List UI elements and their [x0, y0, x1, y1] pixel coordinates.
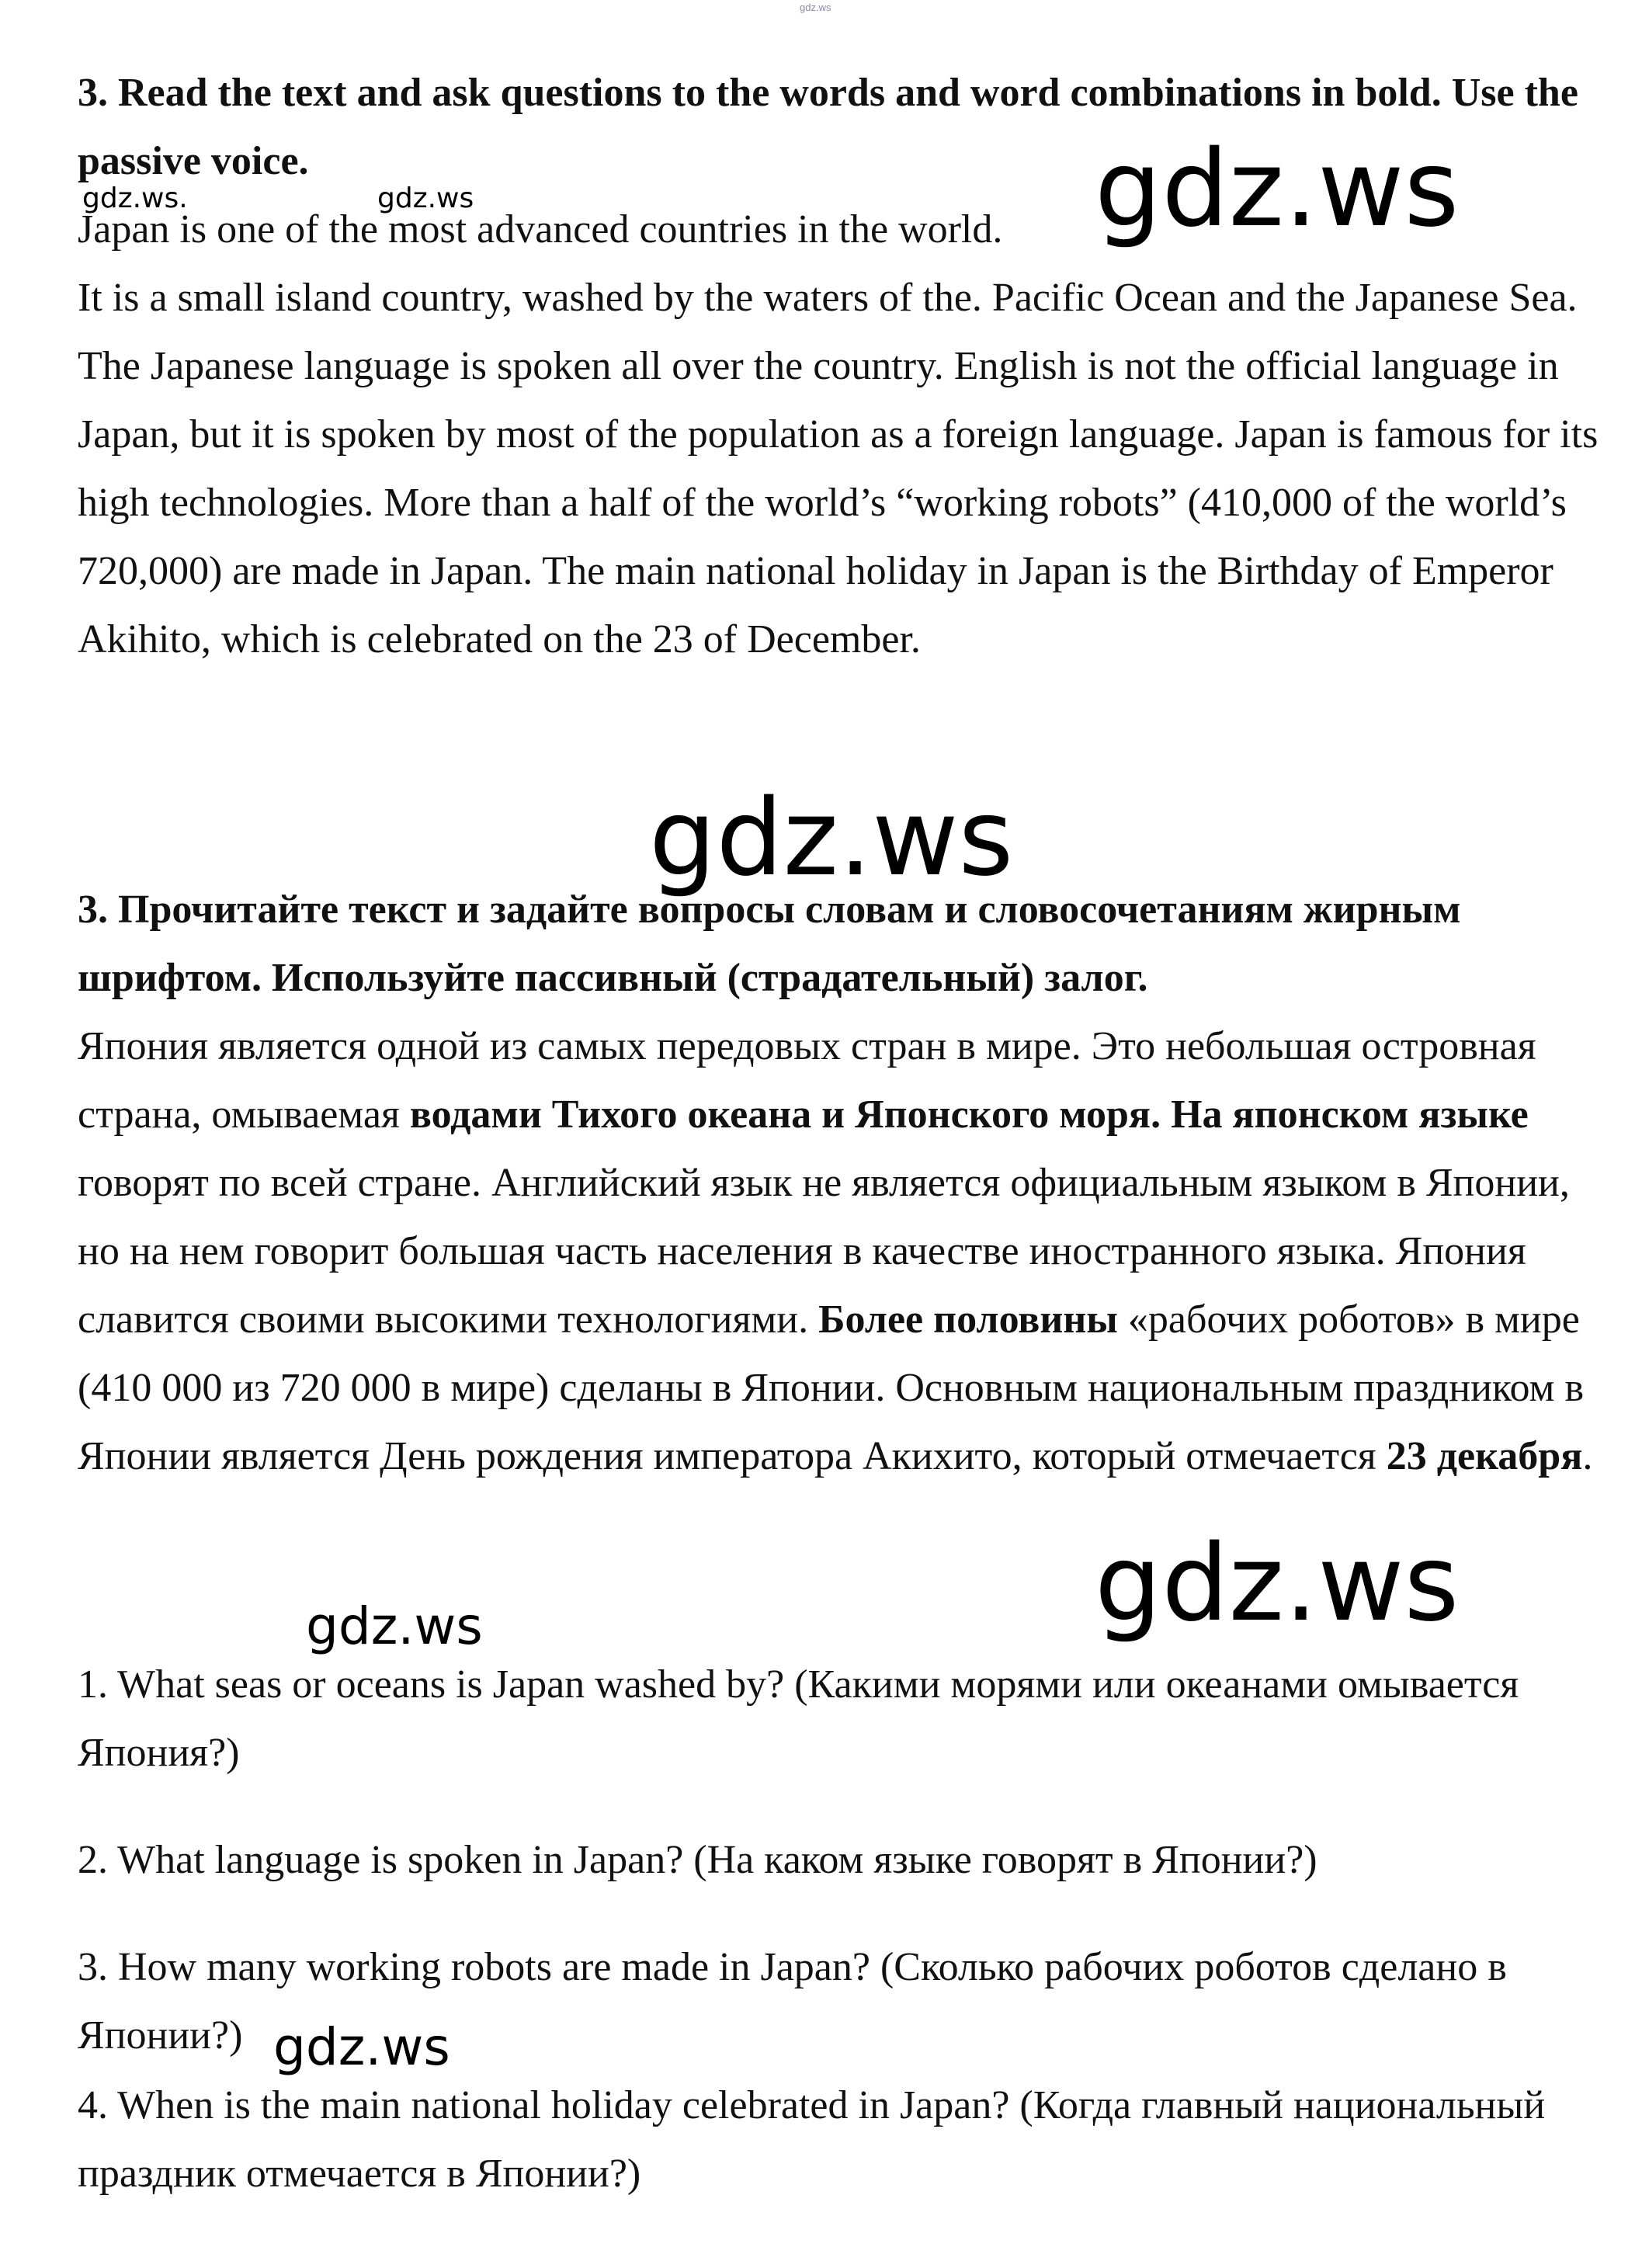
english-task-heading: 3. Read the text and ask questions to the words and word combinations in bold. Use the passive voice. [78, 71, 1578, 183]
russian-segment-4: . [1582, 1434, 1593, 1478]
question-2: 2. What language is spoken in Japan? (На каком языке говорят в Японии?) [78, 1838, 1317, 1882]
watermark-small: gdz.ws [377, 182, 474, 214]
english-sentence-1: Japan is one of the most advanced countries in the world. [78, 207, 1003, 252]
watermark-medium: gdz.ws [273, 2017, 450, 2077]
russian-segment-3: «рабочих роботов» в мире (410 000 из 720 000 в мире) сделаны в Японии. Основным национальным праздником в Японии является День рождения императора Акихито, который отмечается [78, 1297, 1584, 1478]
russian-bold-1: водами Тихого океана и Японского моря. На японском языке [409, 1092, 1529, 1137]
question-3: 3. How many working robots are made in Japan? (Сколько рабочих роботов сделано в Японии?) [78, 1945, 1507, 2058]
russian-task-heading: 3. Прочитайте текст и задайте вопросы словам и словосочетаниям жирным шрифтом. Используйте пассивный (страдательный) залог. [78, 887, 1461, 1000]
russian-bold-2: Более половины [818, 1297, 1118, 1342]
russian-segment-1: Япония является одной из самых передовых стран в мире. Это небольшая островная страна, омываемая [78, 1024, 1536, 1137]
english-paragraph: It is a small island country, washed by the waters of the. Pacific Ocean and the Japanese Sea. The Japanese language is spoken all over the country. English is not the official language in Japan, but it is spoken by most of the population as a foreign language. Japan is famous for its high technologies. More than a half of the world’s “working robots” (410,000 of the world’s 720,000) are made in Japan. The main national holiday in Japan is the Birthday of Emperor Akihito, which is celebrated on the 23 of December. [78, 276, 1599, 662]
russian-bold-3: 23 декабря [1386, 1434, 1583, 1478]
russian-segment-2: говорят по всей стране. Английский язык не является официальным языком в Японии, но на нем говорит большая часть населения в качестве иностранного языка. Япония славится своими высокими технологиями. [78, 1161, 1570, 1342]
watermark-medium: gdz.ws [306, 1596, 483, 1656]
russian-text [78, 1012, 1599, 1491]
question-4: 4. When is the main national holiday celebrated in Japan? (Когда главный национальный праздник отмечается в Японии?) [78, 2083, 1546, 2196]
watermark-large: gdz.ws [649, 777, 1014, 900]
english-text [78, 196, 1599, 674]
watermark-small: gdz.ws. [82, 182, 188, 214]
watermark-large: gdz.ws [1095, 1523, 1460, 1645]
question-1: 1. What seas or oceans is Japan washed by? (Какими морями или океанами омывается Япония?) [78, 1662, 1519, 1775]
watermark-large: gdz.ws [1095, 128, 1460, 251]
top-watermark: gdz.ws [800, 2, 831, 13]
